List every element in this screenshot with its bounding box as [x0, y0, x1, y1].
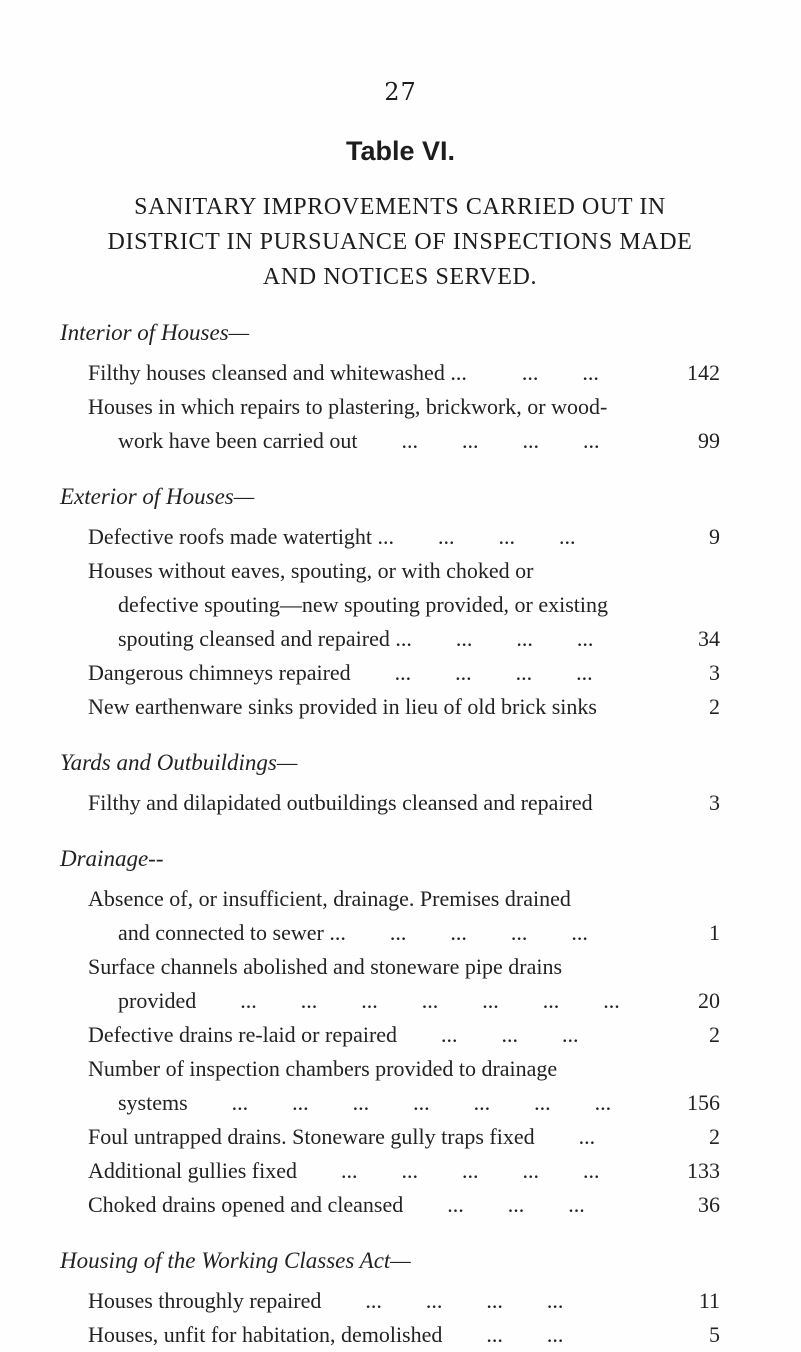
list-item [60, 656, 720, 690]
item-text: Houses without eaves, spouting, or with choked or [88, 558, 534, 583]
item-value: 9 [709, 524, 720, 549]
page-number: 27 [384, 78, 417, 106]
list-item [60, 554, 720, 656]
list-item [60, 882, 720, 950]
list-item [60, 1018, 720, 1052]
list-item [60, 520, 720, 554]
item-value: 142 [687, 360, 720, 385]
item-text: Houses, unfit for habitation, demolished ... ... [88, 1322, 564, 1347]
item-text: Choked drains opened and cleansed ... ... ... [88, 1192, 585, 1217]
item-value: 2 [709, 694, 720, 719]
item-value: 156 [687, 1090, 720, 1115]
section-title: Interior of Houses— [60, 320, 250, 345]
table-heading: SANITARY IMPROVEMENTS CARRIED OUT IN DISTRICT IN PURSUANCE OF INSPECTIONS MADE AND NOTICES SERVED. [107, 194, 693, 290]
item-text: Houses throughly repaired ... ... ... ... [88, 1288, 564, 1313]
list-item [60, 690, 720, 724]
item-value: 34 [698, 626, 720, 651]
item-text: Surface channels abolished and stoneware pipe drains [88, 954, 563, 979]
item-value: 2 [709, 1022, 720, 1047]
list-item [60, 1120, 720, 1154]
item-text: Additional gullies fixed ... ... ... ... ... [88, 1158, 600, 1183]
item-value: 11 [698, 1288, 720, 1313]
item-text: Filthy houses cleansed and whitewashed ... ... ... [88, 360, 599, 385]
item-text: Foul untrapped drains. Stoneware gully traps fixed ... [88, 1124, 596, 1149]
item-value: 2 [709, 1124, 720, 1149]
list-item [60, 1318, 720, 1352]
list-item [60, 356, 720, 390]
section-title: Housing of the Working Classes Act— [60, 1248, 411, 1273]
item-value: 1 [709, 920, 720, 945]
item-value: 3 [709, 790, 720, 815]
list-item [60, 786, 720, 820]
section-title: Drainage-- [60, 846, 164, 871]
item-text: Number of inspection chambers provided to drainage [88, 1056, 558, 1081]
item-value: 3 [709, 660, 720, 685]
item-text-continued: and connected to sewer ... ... ... ... ... [118, 920, 588, 945]
item-value: 99 [698, 428, 720, 453]
table-title: Table VI. [345, 136, 456, 166]
item-text: Absence of, or insufficient, drainage. Premises drained [88, 886, 571, 911]
list-item [60, 1052, 720, 1120]
item-text-continued: work have been carried out ... ... ... ... [118, 428, 600, 453]
item-value: 36 [698, 1192, 720, 1217]
item-text: Defective drains re-laid or repaired ... ... ... [88, 1022, 579, 1047]
list-item [60, 1188, 720, 1222]
item-text: Defective roofs made watertight ... ... ... ... [88, 524, 576, 549]
item-text-continued: spouting cleansed and repaired ... ... ... ... [118, 626, 594, 651]
item-text-continued: provided ... ... ... ... ... ... ... [118, 988, 620, 1013]
item-value: 20 [698, 988, 720, 1013]
list-item [60, 1284, 720, 1318]
item-value: 133 [687, 1158, 720, 1183]
item-text-continued: systems ... ... ... ... ... ... ... [118, 1090, 612, 1115]
item-text: New earthenware sinks provided in lieu of old brick sinks [88, 694, 597, 719]
item-text: Filthy and dilapidated outbuildings cleansed and repaired [88, 790, 593, 815]
table-body [60, 316, 720, 1352]
list-item [60, 390, 720, 458]
item-text: Dangerous chimneys repaired ... ... ... ... [88, 660, 593, 685]
item-text-continued: defective spouting—new spouting provided, or existing [118, 592, 609, 617]
list-item [60, 1154, 720, 1188]
item-value: 5 [709, 1322, 720, 1347]
section-title: Yards and Outbuildings— [60, 750, 298, 775]
list-item [60, 950, 720, 1018]
section-title: Exterior of Houses— [60, 484, 255, 509]
item-text: Houses in which repairs to plastering, brickwork, or wood- [88, 394, 608, 419]
